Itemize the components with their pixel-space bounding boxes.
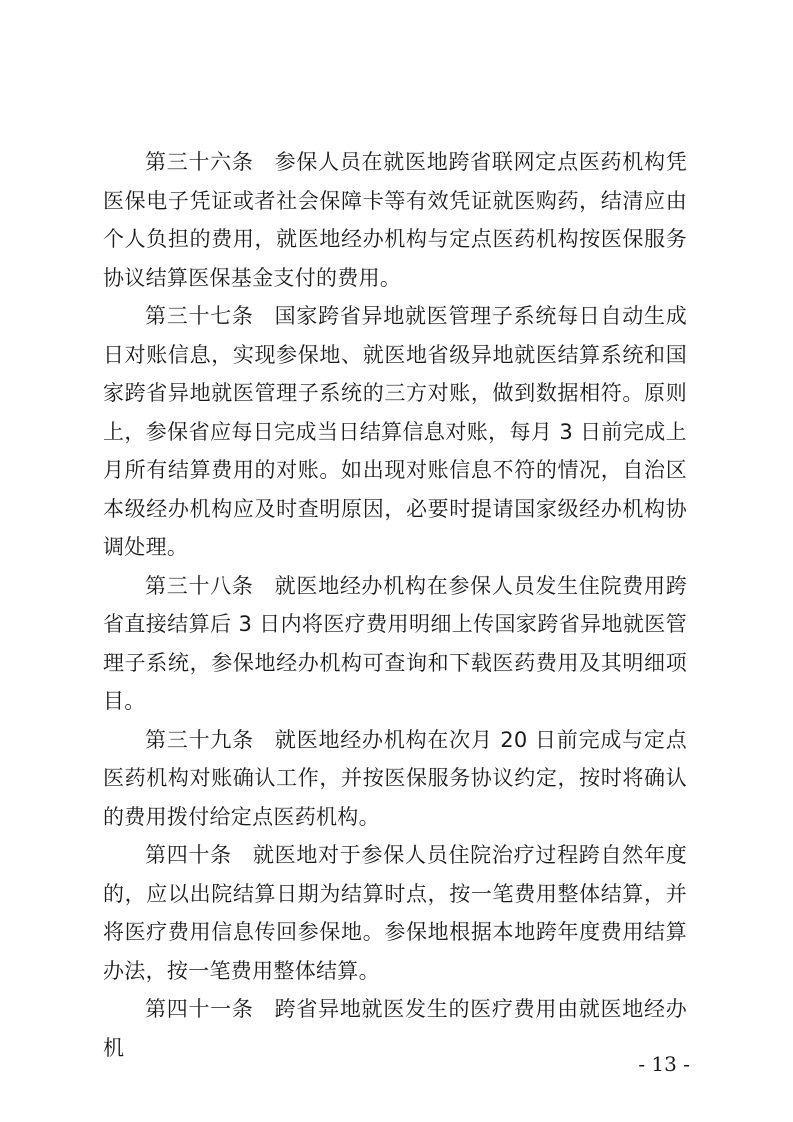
article-38-paragraph <box>103 567 687 721</box>
article-40-paragraph <box>103 836 687 990</box>
article-38-heading: 第三十八条 <box>145 573 254 598</box>
document-body <box>103 143 687 1067</box>
article-39-heading: 第三十九条 <box>145 727 254 752</box>
article-40-text: 就医地对于参保人员住院治疗过程跨自然年度的，应以出院结算日期为结算时点，按一笔费用整体结算，并将医疗费用信息传回参保地。参保地根据本地跨年度费用结算办法，按一笔费用整体结算。 <box>103 843 687 983</box>
article-38-text: 就医地经办机构在参保人员发生住院费用跨省直接结算后 3 日内将医疗费用明细上传国家跨省异地就医管理子系统，参保地经办机构可查询和下载医药费用及其明细项目。 <box>103 573 688 713</box>
article-37-text: 国家跨省异地就医管理子系统每日自动生成日对账信息，实现参保地、就医地省级异地就医结算系统和国家跨省异地就医管理子系统的三方对账，做到数据相符。原则上，参保省应每日完成当日结算信息对账，每月 3 日前完成上月所有结算费用的对账。如出现对账信息不符的情况，自治区本级经办机构应及时查明原因，必要时提请国家级经办机构协调处理。 <box>103 304 688 559</box>
article-36-paragraph <box>103 143 687 297</box>
article-36-heading: 第三十六条 <box>145 150 254 174</box>
article-39-text: 就医地经办机构在次月 20 日前完成与定点医药机构对账确认工作，并按医保服务协议约定，按时将确认的费用拨付给定点医药机构。 <box>103 727 687 829</box>
article-39-paragraph <box>103 721 687 837</box>
article-41-heading: 第四十一条 <box>145 997 254 1021</box>
article-41-paragraph <box>103 990 687 1067</box>
article-37-heading: 第三十七条 <box>145 304 254 328</box>
page-number: - 13 - <box>638 1052 690 1076</box>
article-40-heading: 第四十条 <box>145 843 232 867</box>
article-36-text: 参保人员在就医地跨省联网定点医药机构凭医保电子凭证或者社会保障卡等有效凭证就医购药，结清应由个人负担的费用，就医地经办机构与定点医药机构按医保服务协议结算医保基金支付的费用。 <box>103 150 688 290</box>
article-41-text: 跨省异地就医发生的医疗费用由就医地经办机 <box>103 997 688 1060</box>
article-37-paragraph <box>103 297 687 567</box>
